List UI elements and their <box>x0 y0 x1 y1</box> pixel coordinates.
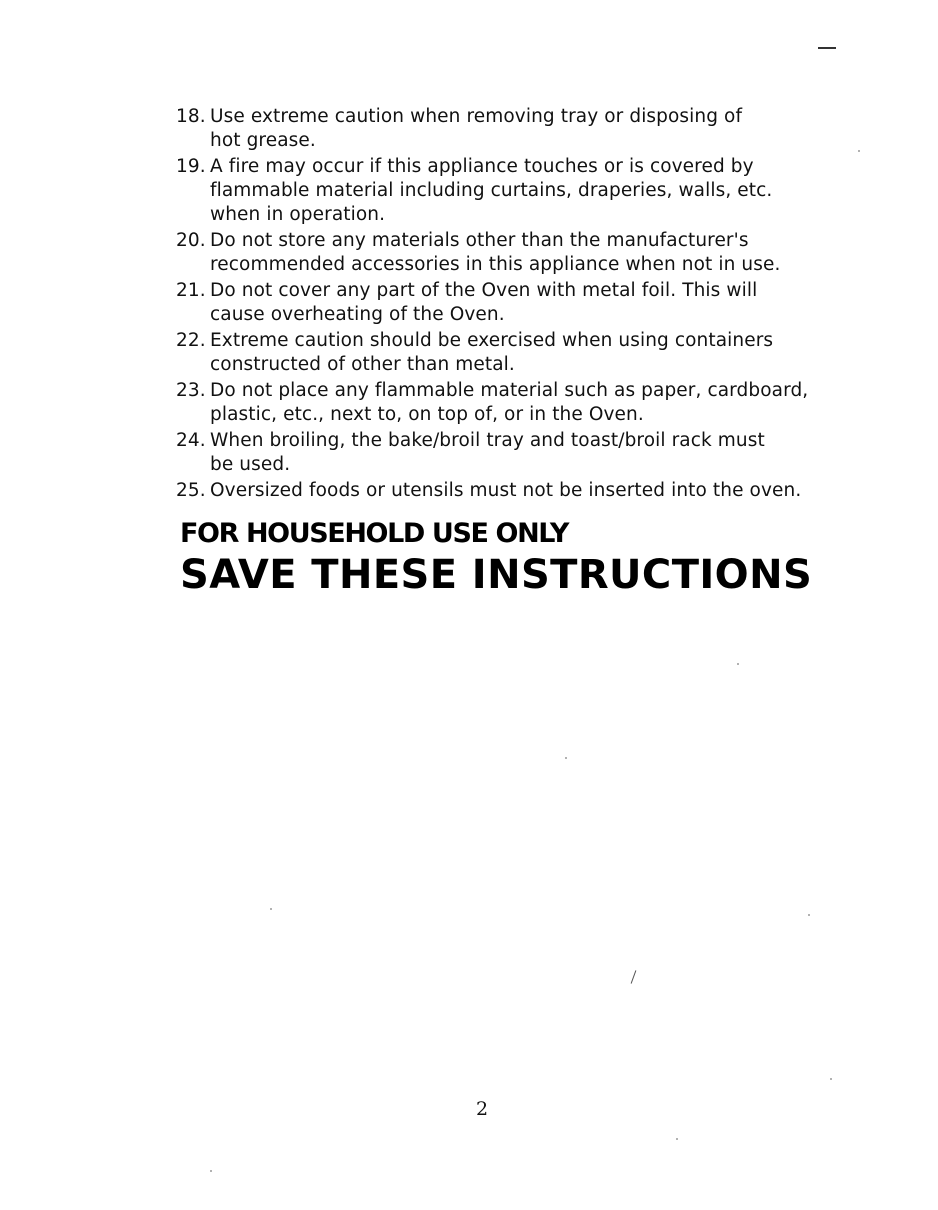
item-number: 22. <box>176 330 206 351</box>
household-use-heading: FOR HOUSEHOLD USE ONLY <box>180 518 569 549</box>
item-number: 20. <box>176 230 206 251</box>
scan-speck <box>858 150 860 152</box>
list-item <box>176 379 816 427</box>
item-number: 18. <box>176 106 206 127</box>
scan-speck <box>270 908 272 910</box>
scan-speck <box>737 663 739 665</box>
page-number: 2 <box>476 1098 489 1120</box>
list-item <box>176 429 816 477</box>
item-number: 23. <box>176 380 206 401</box>
item-text: Do not cover any part of the Oven with metal foil. This will cause overheating of the Oven. <box>210 280 758 325</box>
scan-speck <box>676 1138 678 1140</box>
item-number: 25. <box>176 480 206 501</box>
item-text: Use extreme caution when removing tray or disposing of hot grease. <box>210 106 743 151</box>
scan-mark <box>631 970 637 983</box>
item-text: Do not place any flammable material such as paper, cardboard, plastic, etc., next to, on top of, or in the Oven. <box>210 380 809 425</box>
instruction-list <box>176 105 816 505</box>
scan-speck <box>565 757 567 759</box>
item-text: When broiling, the bake/broil tray and toast/broil rack must be used. <box>210 430 765 475</box>
item-number: 19. <box>176 156 206 177</box>
item-text: Do not store any materials other than the manufacturer's recommended accessories in this appliance when not in use. <box>210 230 781 275</box>
item-text: A fire may occur if this appliance touches or is covered by flammable material including curtains, draperies, walls, etc. when in operation. <box>210 156 773 225</box>
scan-mark <box>818 47 836 49</box>
save-instructions-heading: SAVE THESE INSTRUCTIONS <box>180 552 813 598</box>
list-item <box>176 105 816 153</box>
item-text: Extreme caution should be exercised when using containers constructed of other than metal. <box>210 330 774 375</box>
list-item <box>176 229 816 277</box>
item-number: 24. <box>176 430 206 451</box>
list-item <box>176 279 816 327</box>
scan-speck <box>210 1170 212 1172</box>
list-item <box>176 479 816 503</box>
scan-speck <box>830 1078 832 1080</box>
item-text: Oversized foods or utensils must not be inserted into the oven. <box>210 480 802 501</box>
scan-speck <box>808 914 810 916</box>
item-number: 21. <box>176 280 206 301</box>
list-item <box>176 329 816 377</box>
list-item <box>176 155 816 227</box>
